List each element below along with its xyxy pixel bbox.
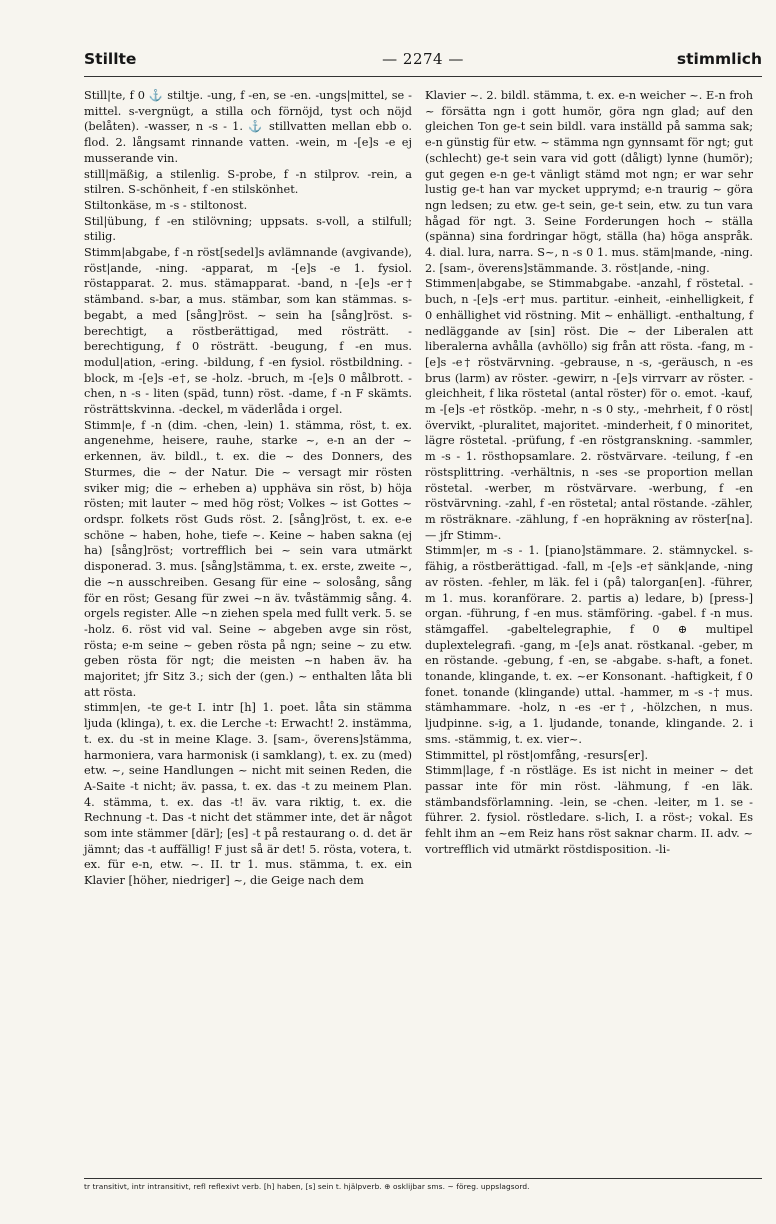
entry-stimmittel: Stimmittel, pl röst|omfång, -resurs[er]. <box>425 748 649 762</box>
entry-stimmen-verb-cont: Klavier ~. 2. bildl. stämma, t. ex. e-n weicher ~. E-n froh ~ försätta ngn i gott humör, göra ngn glad; auf den gleichen Ton ge-t sein bildl. vara inställd på samma sak; e-n günstig für etw. ~ stämma ngn gynnsamt för ngt; gut (schlecht) ge-t sein vara vid gott (dåligt) lynne (humör); gut gegen e-n ge-t vänligt stämd mot ngn; er war sehr lustig ge-t han var mycket upprymd; e-n traurig ~ göra ngn ledsen; zu etw. ge-t sein, ge-t sein, etw. zu tun vara hågad för ngt. 3. Seine Forderungen hoch ~ ställa (spänna) sina fordringar högt, ställa (ha) höga anspråk. 4. dial. lura, narra. S~, n -s 0 1. mus. stäm|mande, -ning. 2. [sam-, överens]stämmande. 3. röst|ande, -ning. <box>425 89 753 275</box>
entry-stimmabgabe: Stimm|abgabe, f -n röst[sedel]s avlämnande (avgivande), röst|ande, -ning. -apparat, m -[e]s -e 1. fysiol. röstapparat. 2. mus. stämapparat. -band, n -[e]s -er† stämband. s-bar, a mus. stämbar, som kan stämmas. s-begabt, a med [sång]röst. ~ sein ha [sång]röst. s-berechtigt, a röstberättigad, med rösträtt. -berechtigung, f 0 rösträtt. -beugung, f -en mus. modul|ation, -ering. -bildung, f -en fysiol. röstbildning. -block, m -[e]s -e†, se -holz. -bruch, m -[e]s 0 målbrott. -chen, n -s - liten (späd, tunn) röst. -dame, f -n F skämts. rösträttskvinna. -deckel, m väderlåda i orgel. <box>84 246 412 417</box>
page-number: — 2274 — <box>382 50 464 68</box>
left-column <box>84 88 412 889</box>
entry-stimmer: Stimm|er, m -s - 1. [piano]stämmare. 2. stämnyckel. s-fähig, a röstberättigad. -fall, m -[e]s -e† sänk|ande, -ning av rösten. -fehler, m läk. fel i (på) talorgan[en]. -führer, m 1. mus. koranförare. 2. partis a) ledare, b) [press-] organ. -führung, f -en mus. stämföring. -gabel. f -n mus. stämgaffel. -gabeltelegraphie, f 0 ⊕ multipel duplextelegrafi. -gang, m -[e]s anat. röstkanal. -geber, m en röstande. -gebung, f -en, se -abgabe. s-haft, a fonet. tonande, klingande, t. ex. ~er Konsonant. -haftigkeit, f 0 fonet. tonande (klingande) uttal. -hammer, m -s -† mus. stämhammare. -holz, n -es -er†, -hölzchen, n mus. ljudpinne. s-ig, a 1. ljudande, tonande, klingande. 2. i sms. -stämmig, t. ex. vier~. <box>425 544 753 746</box>
entry-stilmaessig: still|mäßig, a stilenlig. S-probe, f -n stilprov. -rein, a stilren. S-schönheit, f -en stilskönhet. <box>84 167 412 197</box>
left-headword: Stillte <box>84 50 137 68</box>
entry-stimmenabgabe: Stimmen|abgabe, se Stimmabgabe. -anzahl, f röstetal. -buch, n -[e]s -er† mus. partitur. -einheit, -einhelligkeit, f 0 enhällighet vid röstning. Mit ~ enhälligt. -enthaltung, f nedläggande av [sin] röst. Die ~ der Liberalen att liberalerna avhålla (avhöllo) sig från att rösta. -fang, m -[e]s -e† röstvärvning. -gebrause, n -s, -geräusch, n -es brus (larm) av röster. -gewirr, n -[e]s virrvarr av röster. -gleichheit, f lika röstetal (antal röster) för o. emot. -kauf, m -[e]s -e† röstköp. -mehr, n -s 0 sty., -mehrheit, f 0 röst|övervikt, -pluralitet, majoritet. -minderheit, f 0 minoritet, lägre röstetal. -prüfung, f -en röstgranskning. -sammler, m -s - 1. rösthopsamlare. 2. röstvärvare. -teilung, f -en röstsplittring. -verhältnis, n -ses -se proportion mellan röstetal. -werber, m röstvärvare. -werbung, f -en röstvärvning. -zahl, f -en röstetal; antal röstande. -zähler, m rösträknare. -zählung, f -en hopräkning av röster[na]. — jfr Stimm-. <box>425 277 753 542</box>
entry-stimmlage: Stimm|lage, f -n röstläge. Es ist nicht in meiner ~ det passar inte för min röst. -lähmung, f -en läk. stämbandsförlamning. -lein, se -chen. -leiter, m 1. se -führer. 2. fysiol. röstledare. s-lich, I. a röst-; vokal. Es fehlt ihm an ~em Reiz hans röst saknar charm. II. adv. ~ vortrefflich vid utmärkt röstdisposition. -li- <box>425 764 753 856</box>
entry-stillte: Still|te, f 0 ⚓ stiltje. -ung, f -en, se -en. -ungs|mittel, se -mittel. s-vergnügt, a stilla och förnöjd, tyst och nöjd (belåten). -wasser, n -s - 1. ⚓ stillvatten mellan ebb o. flod. 2. långsamt rinnande vatten. -wein, m -[e]s -e ej musserande vin. <box>84 89 412 165</box>
entry-stiltonkaese: Stiltonkäse, m -s - stiltonost. <box>84 198 248 212</box>
page-header <box>84 50 762 77</box>
right-column <box>425 88 753 857</box>
entry-stimmen-verb: stimm|en, -te ge-t I. intr [h] 1. poet. låta sin stämma ljuda (klinga), t. ex. die Lerche -t: Erwacht! 2. instämma, t. ex. du -st in meine Klage. 3. [sam-, överens]stämma, harmoniera, vara harmonisk (i samklang), t. ex. zu (med) etw. ~, seine Handlungen ~ nicht mit seinen Reden, die A-Saite -t nicht; äv. passa, t. ex. das -t zu meinem Plan. 4. stämma, t. ex. das -t! äv. vara riktig, t. ex. die Rechnung -t. Das -t nicht det stämmer inte, det är något som inte stämmer [där]; [es] -t på restaurang o. d. det är jämnt; das -t auffällig! F just så är det! 5. rösta, votera, t. ex. für e-n, etw. ~. II. tr 1. mus. stämma, t. ex. ein Klavier [höher, niedriger] ~, die Geige nach dem <box>84 701 412 888</box>
entry-stiluebung: Stil|übung, f -en stilövning; uppsats. s-voll, a stilfull; stilig. <box>84 214 412 244</box>
abbreviation-legend: tr transitivt, intr intransitivt, refl reflexivt verb. [h] haben, [s] sein t. hjälpverb. ⊕ osklijbar sms. ~ föreg. uppslagsord. <box>84 1178 762 1191</box>
right-headword: stimmlich <box>676 50 762 68</box>
entry-stimme: Stimm|e, f -n (dim. -chen, -lein) 1. stämma, röst, t. ex. angenehme, heisere, rauhe, starke ~, e-n an der ~ erkennen, äv. bildl., t. ex. die ~ des Donners, des Sturmes, die ~ der Natur. Die ~ versagt mir rösten sviker mig; die ~ erheben a) upphäva sin röst, b) höja rösten; mit lauter ~ med hög röst; Volkes ~ ist Gottes ~ ordspr. folkets röst Guds röst. 2. [sång]röst, t. ex. e-e schöne ~ haben, hohe, tiefe ~. Keine ~ haben sakna (ej ha) [sång]röst; vortrefflich bei ~ sein vara utmärkt disponerad. 3. mus. [sång]stämma, t. ex. erste, zweite ~, die ~n ausschreiben. Gesang für eine ~ solosång, sång för en röst; Gesang für zwei ~n äv. tvåstämmig sång. 4. orgels register. Alle ~n ziehen spela med fullt verk. 5. se -holz. 6. röst vid val. Seine ~ abgeben avge sin röst, rösta; e-m seine ~ geben rösta på ngn; seine ~ zu etw. geben rösta för ngt; die meisten ~n haben äv. ha majoritet; jfr Sitz 3.; sich der (gen.) ~ enthalten låta bli att rösta. <box>84 418 412 699</box>
